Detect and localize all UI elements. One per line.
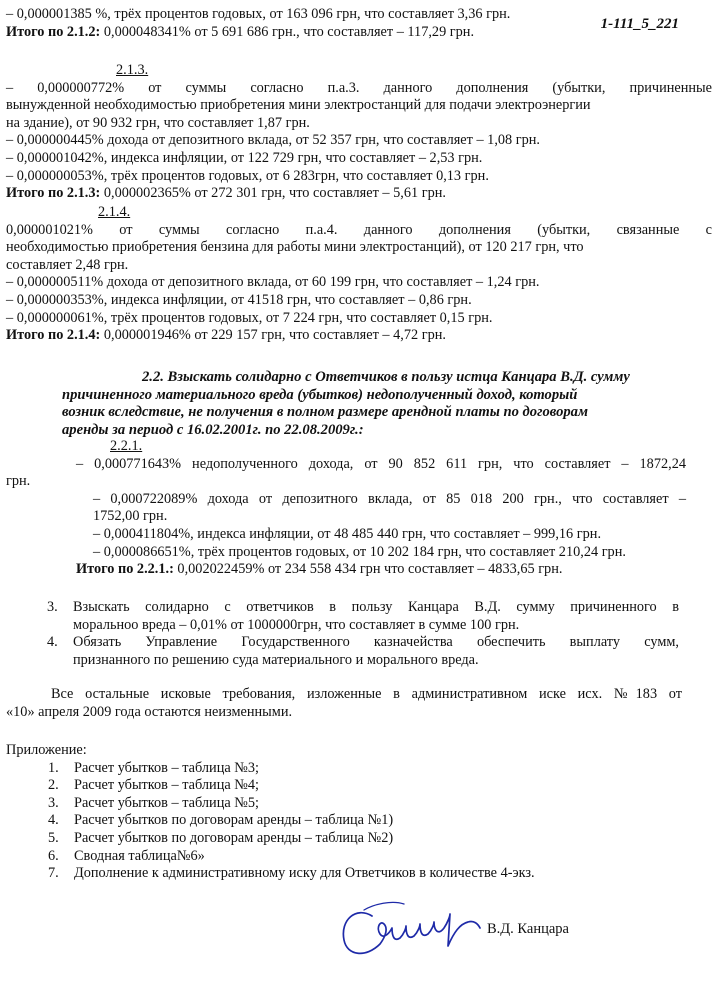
total-text: 0,000048341% от 5 691 686 грн., что составляет – 117,29 грн.: [100, 23, 475, 40]
heading-text: 2.2.1.: [110, 438, 143, 454]
text-line: причиненного материального вреда (убытков) недополученный доход, который: [62, 386, 578, 403]
section-2-1-3: [6, 62, 712, 203]
list-item: [47, 599, 679, 634]
appendix-item-number: 1.: [48, 759, 59, 776]
text-line: моральноо вреда – 0,01% от 1000000грн, что составляет в сумме 100 грн.: [73, 616, 520, 633]
appendix-item: [6, 795, 646, 813]
page-stamp: 1-111_5_221: [600, 16, 679, 32]
appendix-item-number: 5.: [48, 829, 59, 846]
text-line: Все остальные исковые требования, изложенные в административном иске исх. №183 от: [51, 686, 682, 702]
text-line: Обязать Управление Государственного казначейства обеспечить выплату сумм,: [73, 634, 679, 651]
appendix-item: [6, 865, 646, 883]
text-line: – 0,000001385 %, трёх процентов годовых, от 163 096 грн, что составляет 3,36 грн.: [6, 6, 511, 22]
item-number: 4.: [47, 634, 58, 651]
appendix-item-text: Расчет убытков по договорам аренды – таблица №2): [74, 829, 394, 846]
text-line: признанного по решению суда материального и морального вреда.: [73, 651, 479, 668]
appendix-list: [6, 760, 646, 883]
text-line: необходимостью приобретения бензина для работы мини электростанций), от 120 217 грн, что: [6, 239, 584, 256]
text-line: вынужденной необходимостью приобретения мини электростанций для подачи электроэнергии: [6, 97, 591, 114]
text-line: – 0,000000053%, трёх процентов годовых, от 6 283грн, что составляет 0,13 грн.: [6, 167, 489, 184]
signature-image: [334, 888, 484, 968]
appendix-item-number: 4.: [48, 812, 59, 829]
total-label: Итого по 2.1.3:: [6, 185, 101, 202]
text-line: составляет 2,48 грн.: [6, 256, 129, 273]
text-line: – 0,000000061%, трёх процентов годовых, от 7 224 грн, что составляет 0,15 грн.: [6, 309, 493, 326]
total-text: 0,002022459% от 234 558 434 грн что составляет – 4833,65 грн.: [173, 561, 563, 578]
appendix-item-number: 7.: [48, 865, 59, 882]
total-label: Итого по 2.2.1.:: [76, 561, 174, 578]
numbered-items: [47, 599, 679, 669]
appendix-item: [6, 760, 646, 778]
appendix-item-text: Расчет убытков – таблица №3;: [74, 759, 260, 776]
text-line: 1752,00 грн.: [93, 508, 168, 525]
list-item: [47, 634, 679, 669]
appendix-item: [6, 812, 646, 830]
text-line: на здание), от 90 932 грн, что составляет 1,87 грн.: [6, 114, 310, 131]
text-line: – 0,000000511% дохода от депозитного вклада, от 60 199 грн, что составляет – 1,24 грн.: [6, 274, 540, 291]
heading-text: 2.1.4.: [98, 204, 131, 220]
text-line: – 0,000722089% дохода от депозитного вклада, от 85 018 200 грн., что составляет –: [93, 490, 686, 507]
appendix-item-text: Расчет убытков – таблица №4;: [74, 777, 260, 794]
text-line: – 0,000086651%, трёх процентов годовых, от 10 202 184 грн, что составляет 210,24 грн.: [93, 543, 626, 560]
text-line: – 0,000000353%, индекса инфляции, от 41518 грн, что составляет – 0,86 грн.: [6, 291, 472, 308]
text-line: – 0,000771643% недополученного дохода, от 90 852 611 грн, что составляет – 1872,24: [76, 455, 686, 472]
section-heading: [6, 62, 712, 80]
appendix-item-text: Расчет убытков по договорам аренды – таблица №1): [74, 812, 394, 829]
text-line: – 0,000001042%, индекса инфляции, от 122 729 грн, что составляет – 2,53 грн.: [6, 149, 483, 166]
total-line: [6, 561, 686, 579]
section-2-2-heading: [62, 369, 682, 439]
appendix-title: Приложение:: [6, 742, 87, 758]
section-2-1-4: [6, 204, 712, 345]
appendix-item-number: 3.: [48, 794, 59, 811]
total-text: 0,000001946% от 229 157 грн, что составляет – 4,72 грн.: [100, 327, 446, 344]
appendix: [6, 742, 646, 883]
total-text: 0,000002365% от 272 301 грн, что составляет – 5,61 грн.: [100, 185, 446, 202]
total-line: [6, 24, 606, 42]
heading-text: 2.1.3.: [116, 62, 149, 78]
text-line: 0,000001021% от суммы согласно п.а.4. данного дополнения (убытки, связанные с: [6, 221, 712, 238]
text-line: 2.2. Взыскать солидарно с Ответчиков в пользу истца Канцара В.Д. сумму: [142, 369, 630, 385]
appendix-item: [6, 848, 646, 866]
text-line: Взыскать солидарно с ответчиков в пользу Канцара В.Д. сумму причиненного в: [73, 599, 679, 615]
appendix-item: [6, 830, 646, 848]
appendix-item-number: 6.: [48, 847, 59, 864]
text-line: возник вследствие, не получения в полном размере арендной платы по договорам: [62, 404, 588, 421]
section-heading: [6, 204, 712, 222]
text-line: «10» апреля 2009 года остаются неизменными.: [6, 703, 293, 720]
text-line: – 0,000411804%, индекса инфляции, от 48 485 440 грн, что составляет – 999,16 грн.: [93, 525, 602, 542]
section-2-1-2-tail: [6, 6, 606, 41]
total-label: Итого по 2.1.4:: [6, 327, 101, 344]
text-line: – 0,000000772% от суммы согласно п.а.3. данного дополнения (убытки, причиненные: [6, 79, 712, 96]
appendix-item-text: Расчет убытков – таблица №5;: [74, 794, 260, 811]
section-2-2-1: [6, 438, 686, 579]
appendix-item-number: 2.: [48, 777, 59, 794]
total-line: [6, 185, 712, 203]
signer-name: В.Д. Канцара: [487, 921, 569, 937]
appendix-item: [6, 777, 646, 795]
text-line: аренды за период с 16.02.2001г. по 22.08.2009г.:: [62, 421, 364, 438]
appendix-item-text: Сводная таблица№6»: [74, 847, 205, 864]
closing-paragraph: [6, 686, 682, 721]
total-label: Итого по 2.1.2:: [6, 23, 101, 40]
appendix-item-text: Дополнение к административному иску для Ответчиков в количестве 4-экз.: [74, 865, 535, 882]
total-line: [6, 327, 712, 345]
section-heading: [6, 438, 686, 456]
text-line: грн.: [6, 473, 31, 490]
item-number: 3.: [47, 599, 58, 615]
text-line: – 0,000000445% дохода от депозитного вклада, от 52 357 грн, что составляет – 1,08 грн.: [6, 132, 541, 149]
